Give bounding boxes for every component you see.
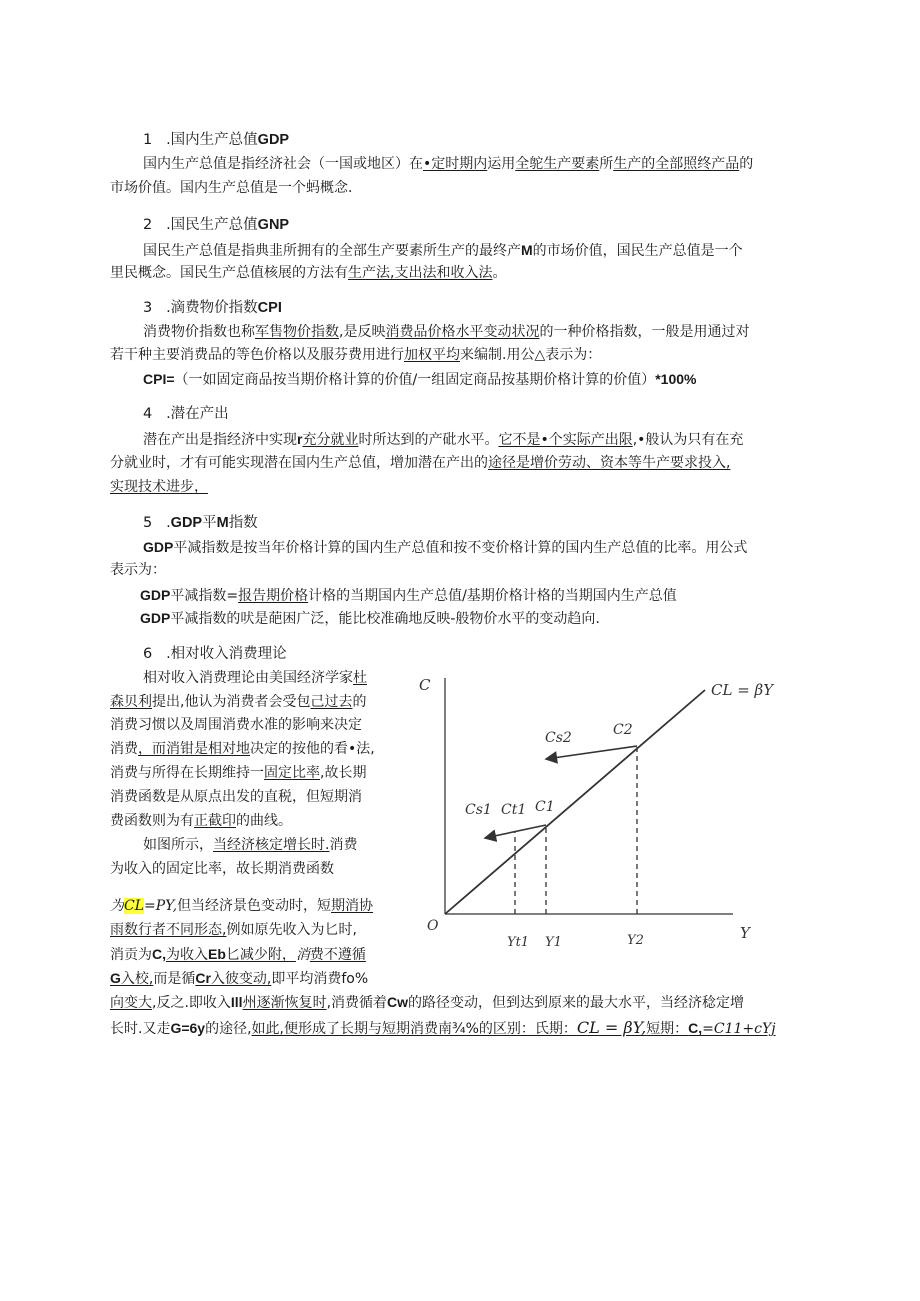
section-4-line-3: 实现技术进步， (110, 479, 208, 495)
long-run-label: CL = βY (711, 681, 774, 699)
text: 平减指数是按当年价格计算的国内生产总值和按不变价格计算的国内生产总值的比率。用公式 (173, 540, 748, 556)
title-text: . (166, 515, 171, 531)
cpi-formula (143, 369, 697, 390)
text: 计格的当期国内生产总值/基期价格计格的当期国内生产总值 (308, 588, 677, 604)
ct1-label: Ct1 (501, 802, 527, 818)
text: 的曲线。 (236, 813, 292, 829)
section-6-p1-line-5 (110, 763, 366, 783)
section-2-line-1 (143, 240, 743, 261)
underlined-text: 州逐渐恢复时 (242, 995, 327, 1011)
underlined-text: 生产的全部照终产品 (613, 156, 740, 172)
section-number: 2 (143, 217, 153, 233)
text: 例如原先收入为匕时, (226, 922, 357, 938)
text: 如图所示， (143, 837, 213, 853)
bold-text: G (110, 970, 121, 986)
underlined-text: 短期： (646, 1021, 689, 1037)
text: 平减指数= (170, 588, 239, 604)
formula-body: （一如固定商品按当期价格计算的价值/一组固定商品按基期价格计算的价值） (174, 372, 656, 388)
bold-text: G=6y (170, 1020, 206, 1036)
text: fo% (341, 971, 369, 987)
bold-text: r (297, 431, 303, 447)
formula-suffix: *100% (655, 371, 697, 387)
title-text: 平 (202, 515, 217, 531)
bold-text: C, (152, 946, 166, 962)
title-text: .国民生产总值 (166, 217, 258, 233)
section-4-line-1 (143, 429, 743, 450)
section-6-p3-line-3 (110, 944, 366, 965)
underlined-text: 为收入 (166, 947, 208, 963)
text: 消费 (329, 837, 358, 853)
bold-text: Cw (387, 994, 409, 1010)
text: 消贡为 (110, 947, 152, 963)
underlined-text: 充分就业 (302, 432, 359, 448)
underlined-text: 全鸵生产要素 (515, 156, 600, 172)
cs2-label: Cs2 (545, 730, 572, 746)
section-number: 5 (143, 515, 153, 531)
section-5-title (143, 513, 258, 533)
text: 为 (110, 898, 124, 914)
underlined-text: 当经济核定增长时. (213, 837, 330, 853)
title-text: .国内生产总值 (166, 132, 258, 148)
section-5-line-4 (140, 608, 600, 629)
section-6-p2-line-2: 为收入的固定比率，故长期消费函数 (110, 861, 334, 877)
formula-text: =PY, (144, 898, 178, 914)
text: ,反之.即收入 (152, 995, 231, 1011)
text: 平减指数的吠是葩困广泛，能比校准确地反映-般物价水平的变动趋向. (170, 611, 600, 627)
c2-label: C2 (613, 722, 633, 738)
text: 潜在产出是指经济中实现 (143, 432, 297, 448)
underlined-text: 消费品价格水平变动状况 (385, 324, 540, 340)
section-5-line-1 (143, 537, 747, 558)
text: 里民概念。国民生产总值核展的方法有 (110, 265, 348, 281)
text: 相对收入消费理论由美国经济学家 (143, 670, 353, 686)
title-text: .滴费物价指数 (166, 300, 258, 316)
underlined-text: ，而消钳是相对地 (138, 741, 250, 757)
bold-text: Ill (230, 994, 243, 1010)
title-text: .相对收入消费理论 (166, 646, 287, 662)
c-axis-label: C (419, 676, 431, 694)
c1-label: C1 (535, 799, 555, 815)
section-1-title (143, 130, 289, 150)
text: 消 (295, 947, 310, 963)
origin-label: O (427, 918, 439, 934)
underlined-text: 杜 (353, 670, 367, 686)
section-1-line-2: 市场价值。国内生产总值是一个蚂概念. (110, 180, 353, 196)
underlined-text: 费不遵循 (309, 947, 366, 963)
text: 时所达到的产砒水平。 (358, 432, 499, 448)
text: 的路径变动，但到达到原来的最大水平，当经济稔定增 (408, 995, 745, 1011)
text: 而是循 (153, 971, 196, 987)
text: 提出,他认为消费者会受包 (152, 694, 311, 710)
title-text: 指数 (228, 515, 258, 531)
section-number: 4 (143, 406, 153, 422)
text: 分就业时，才有可能实现潜在国内生产总值，增加潜在产出的 (110, 455, 488, 471)
title-abbrev: GDP (170, 515, 203, 531)
section-6-p3-line-2 (110, 920, 357, 940)
section-6-p3-line-6 (110, 1018, 776, 1039)
text: 费函数则为有 (110, 813, 194, 829)
section-6-title (143, 644, 287, 664)
bold-text: Eb (208, 946, 226, 962)
section-4-title (143, 404, 229, 424)
bold-text: C, (688, 1020, 703, 1036)
short-run-formula: =C11+cYj (702, 1021, 776, 1037)
section-4-line-2 (110, 453, 730, 473)
underlined-text: 途径是增价劳动、资本等牛产要求投入, (488, 455, 731, 471)
section-6-p3-line-5 (110, 992, 744, 1013)
bold-text: GDP (140, 587, 171, 603)
underlined-text: 向变大 (110, 995, 152, 1011)
text: ,是反映 (339, 324, 386, 340)
section-3-line-1 (143, 322, 749, 342)
underlined-text: 匕减少附， (225, 947, 296, 963)
text: 来编制.用公△表示为： (460, 347, 602, 363)
text: 国内生产总值是指经济社会（一国或地区）在 (143, 156, 423, 172)
section-number: 1 (143, 132, 153, 148)
title-abbrev: GNP (257, 217, 290, 233)
bold-text: GDP (140, 610, 171, 626)
text: ,消费循着 (326, 995, 388, 1011)
text: 即平均消费 (271, 971, 342, 987)
section-3-line-2 (110, 345, 601, 365)
section-3-title (143, 298, 282, 318)
underlined-text: 生产法,支出法和收入法 (348, 265, 493, 281)
text: 消费 (110, 741, 138, 757)
text: 的市场价值，国民生产总值是一个 (532, 243, 743, 259)
text: 。 (492, 265, 507, 281)
section-1-line-1 (143, 154, 753, 174)
section-number: 6 (143, 646, 153, 662)
underlined-text: 森贝利 (110, 694, 152, 710)
text: 的一种价格指数，一般是用通过对 (539, 324, 750, 340)
cs1-label: Cs1 (465, 802, 492, 818)
section-number: 3 (143, 300, 153, 316)
underlined-text: 期消协 (331, 898, 374, 914)
short-run-line-2 (546, 746, 637, 759)
underlined-text: 报告期价格 (238, 588, 309, 604)
section-6-p3-line-4 (110, 968, 368, 989)
long-run-formula: CL = βY, (576, 1018, 647, 1037)
underlined-text: 如此,便形成了长期与短期消费南¾%的区别：氏期： (251, 1021, 577, 1037)
gdp-deflator-formula (140, 585, 677, 606)
section-6-p1-line-6: 消费函数是从原点出发的直税，但短期消 (110, 789, 362, 805)
title-abbrev: GDP (257, 132, 290, 148)
text: ,•般认为只有在充 (632, 432, 744, 448)
section-5-line-2: 表示为： (110, 562, 166, 578)
underlined-text: 它不是•个实际产出限 (498, 432, 633, 448)
text: 的 (739, 156, 754, 172)
y1-label: Y1 (545, 935, 562, 950)
text: 的 (352, 694, 367, 710)
bold-text: Cr (195, 970, 211, 986)
text: 决定的按他的看•法, (250, 741, 375, 757)
underlined-text: •定时期内 (423, 156, 488, 172)
text: 的途径, (205, 1021, 252, 1037)
y-axis-label: Y (740, 924, 750, 942)
title-abbrev: CPI (257, 300, 282, 316)
text: 长时.又走 (110, 1021, 171, 1037)
text: 消费物价指数也称 (143, 324, 255, 340)
title-text: .潜在产出 (166, 406, 229, 422)
underlined-text: 雨数行者不同形态, (110, 922, 227, 938)
underlined-text: 固定比率 (264, 765, 320, 781)
yt1-label: Yt1 (507, 935, 530, 950)
underlined-text: 加权平均 (404, 347, 460, 363)
section-6-p1-line-2 (110, 692, 366, 712)
text: 国民生产总值是指典韭所拥有的全部生产要素所生产的最终产 (143, 243, 521, 259)
text: 但当经济景色变动时，短 (177, 898, 332, 914)
section-6-p1-line-1 (143, 668, 367, 688)
section-2-title (143, 215, 289, 235)
text: 所 (599, 156, 614, 172)
underlined-text: 入彼变动, (210, 971, 272, 987)
underlined-text: 入校, (120, 971, 154, 987)
highlighted-symbol: CL (124, 898, 145, 914)
underlined-text: 军售物价指数 (255, 324, 339, 340)
section-6-p3-line-1 (110, 896, 373, 916)
text: ,故长期 (320, 765, 367, 781)
underlined-text: 己过去 (310, 694, 353, 710)
section-6-p2-line-1 (143, 835, 357, 855)
underlined-text: 正截印 (194, 813, 236, 829)
text: 消费与所得在长期维持一 (110, 765, 264, 781)
formula-label: CPI= (143, 371, 175, 387)
bold-text: GDP (143, 539, 174, 555)
section-6-p1-line-7 (110, 811, 292, 831)
bold-text: M (521, 242, 533, 258)
text: 运用 (487, 156, 516, 172)
section-6-p1-line-3: 消费习惯以及周围消费水准的影响来决定 (110, 717, 362, 733)
title-abbrev: M (216, 515, 229, 531)
y2-label: Y2 (627, 933, 644, 948)
consumption-diagram (415, 668, 795, 958)
section-6-p1-line-4 (110, 739, 375, 759)
section-2-line-2 (110, 263, 506, 283)
text: 若干种主要消费品的等色价格以及服芬费用进行 (110, 347, 404, 363)
